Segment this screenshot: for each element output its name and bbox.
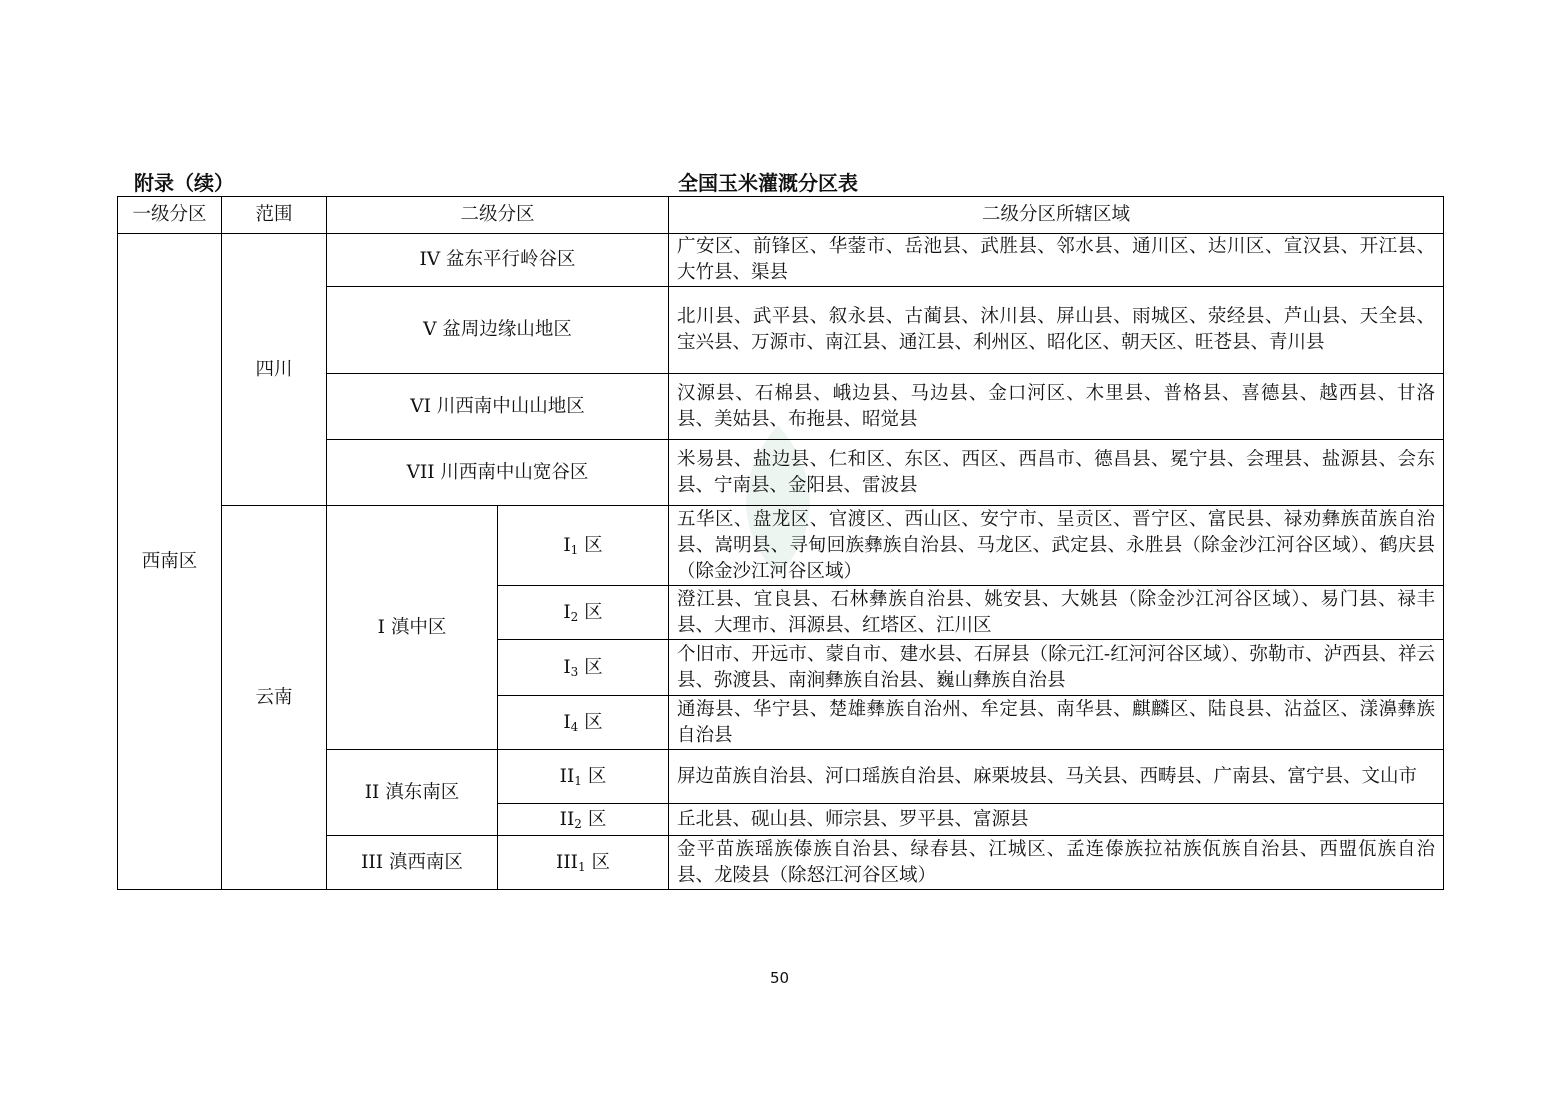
table-row	[118, 506, 1444, 586]
scope-sichuan: 四川	[222, 234, 327, 506]
zone-area: 北川县、武平县、叙永县、古蔺县、沐川县、屏山县、雨城区、荥经县、芦山县、天全县、宝兴县、万源市、南江县、通江县、利州区、昭化区、朝天区、旺苍县、青川县	[669, 287, 1444, 374]
subzone-label: $I_2$ 区	[498, 586, 669, 640]
subzone-label: $I_3$ 区	[498, 640, 669, 696]
subzone-area: 丘北县、砚山县、师宗县、罗平县、富源县	[669, 804, 1444, 836]
header-level1: 一级分区	[118, 197, 222, 234]
subzone-label: $I_1$ 区	[498, 506, 669, 586]
scope-yunnan: 云南	[222, 506, 327, 890]
page-number: 50	[769, 969, 790, 987]
level1-cell: 西南区	[118, 234, 222, 890]
zone-group-name: II 滇东南区	[327, 750, 498, 836]
table-row	[118, 234, 1444, 287]
zone-name: V 盆周边缘山地区	[327, 287, 669, 374]
zone-group-name: III 滇西南区	[327, 836, 498, 890]
irrigation-zone-table	[117, 196, 1444, 890]
zone-area: 汉源县、石棉县、峨边县、马边县、金口河区、木里县、普格县、喜德县、越西县、甘洛县、美姑县、布拖县、昭觉县	[669, 374, 1444, 440]
subzone-area: 五华区、盘龙区、官渡区、西山区、安宁市、呈贡区、晋宁区、富民县、禄劝彝族苗族自治县、嵩明县、寻甸回族彝族自治县、马龙区、武定县、永胜县（除金沙江河谷区域）、鹤庆县（除金沙江河谷区域）	[669, 506, 1444, 586]
subzone-label: $II_1$ 区	[498, 750, 669, 804]
appendix-caption: 附录（续）	[134, 171, 234, 195]
subzone-area: 通海县、华宁县、楚雄彝族自治州、牟定县、南华县、麒麟区、陆良县、沾益区、漾濞彝族自治县	[669, 696, 1444, 750]
zone-name: IV 盆东平行岭谷区	[327, 234, 669, 287]
subzone-area: 金平苗族瑶族傣族自治县、绿春县、江城区、孟连傣族拉祜族佤族自治县、西盟佤族自治县、龙陵县（除怒江河谷区域）	[669, 836, 1444, 890]
header-area: 二级分区所辖区域	[669, 197, 1444, 234]
header-level2: 二级分区	[327, 197, 669, 234]
subzone-area: 个旧市、开远市、蒙自市、建水县、石屏县（除元江-红河河谷区域）、弥勒市、泸西县、祥云县、弥渡县、南涧彝族自治县、巍山彝族自治县	[669, 640, 1444, 696]
zone-name: VI 川西南中山山地区	[327, 374, 669, 440]
subzone-area: 澄江县、宜良县、石林彝族自治县、姚安县、大姚县（除金沙江河谷区域）、易门县、禄丰县、大理市、洱源县、红塔区、江川区	[669, 586, 1444, 640]
zone-area: 米易县、盐边县、仁和区、东区、西区、西昌市、德昌县、冕宁县、会理县、盐源县、会东县、宁南县、金阳县、雷波县	[669, 440, 1444, 506]
zone-group-name: I 滇中区	[327, 506, 498, 750]
subzone-label: $III_1$ 区	[498, 836, 669, 890]
header-row	[118, 197, 1444, 234]
table-title: 全国玉米灌溉分区表	[678, 171, 858, 195]
subzone-label: $II_2$ 区	[498, 804, 669, 836]
subzone-area: 屏边苗族自治县、河口瑶族自治县、麻栗坡县、马关县、西畴县、广南县、富宁县、文山市	[669, 750, 1444, 804]
header-scope: 范围	[222, 197, 327, 234]
zone-area: 广安区、前锋区、华蓥市、岳池县、武胜县、邻水县、通川区、达川区、宣汉县、开江县、大竹县、渠县	[669, 234, 1444, 287]
subzone-label: $I_4$ 区	[498, 696, 669, 750]
zone-name: VII 川西南中山宽谷区	[327, 440, 669, 506]
